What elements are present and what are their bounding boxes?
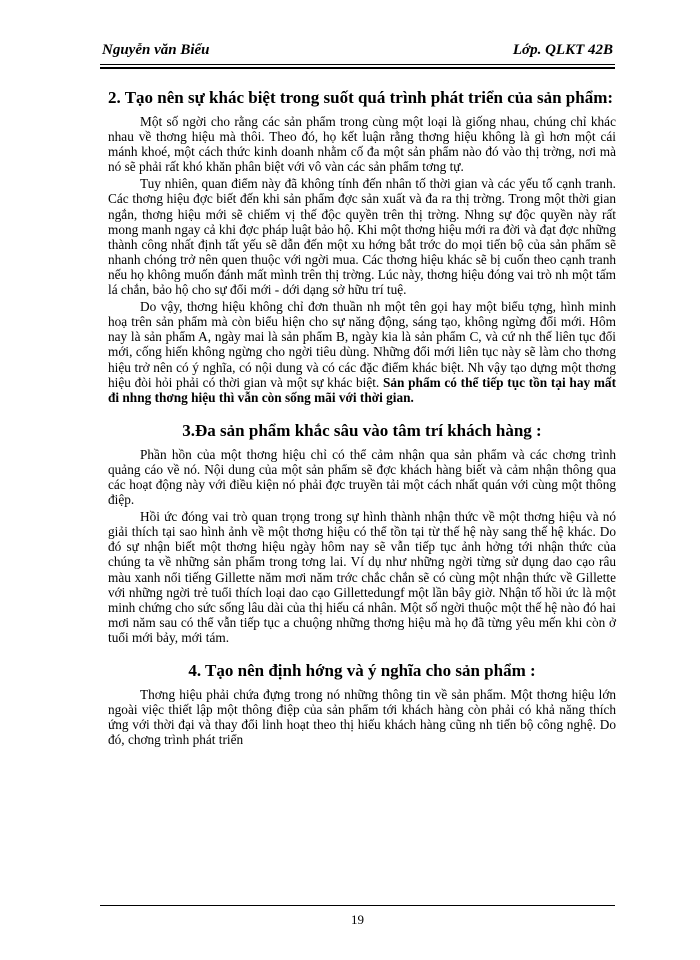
section-2-paragraph-2: Tuy nhiên, quan điểm này đã không tính đến nhân tố thời gian và các yếu tố cạnh tranh. Các thơng hiệu đợc biết đến khi sản phẩm đợc sản xuất và đa ra thị trờng. Trong một thời gian ngắn, thơng hiệu mới sẽ chiếm vị thế độc quyền trên thị trờng. Nhng sự độc quyền này rất mong manh ngay cả khi đợc pháp luật bảo hộ. Khi một thơng hiệu mới ra đời và đạt đợc những thành công nhất định tất yếu sẽ dẫn đến một xu hớng bắt trớc do mọi tiến bộ của sản phẩm sẽ nhanh chóng trở nên quen thuộc với ngời mua. Các thơng hiệu khác sẽ bị cuốn theo cạnh tranh nếu họ không muốn đánh mất mình trên thị trờng. Lúc này, thơng hiệu đóng vai trò nh một tấm lá chắn, bảo hộ cho sự đổi mới - dới dạng sở hữu trí tuệ. xyxy=(108,176,616,298)
page-number: 19 xyxy=(351,912,364,927)
header-rule xyxy=(100,64,615,69)
section-2-paragraph-3-text: Do vậy, thơng hiệu không chỉ đơn thuần nh một tên gọi hay một biểu tợng, hình minh hoạ trên sản phẩm mà còn biểu hiện cho sự năng động, sáng tạo, không ngừng đổi mới. Hôm nay là sản phẩm A, ngày mai là sản phẩm B, ngày kia là sản phẩm C, và cứ nh thế liên tục đổi mới, cống hiến không ngừng cho ngời tiêu dùng. Những đổi mới liên tục này sẽ làm cho thơng hiệu trở nên có ý nghĩa, có nội dung và có các đặc điểm khác biệt. Nh vậy tạo dựng một thơng hiệu đòi hỏi phải có thời gian và một sự khác biệt. xyxy=(108,299,616,390)
section-4-title: 4. Tạo nên định hớng và ý nghĩa cho sản phẩm : xyxy=(188,661,536,680)
section-3-title: 3.Đa sản phẩm khắc sâu vào tâm trí khách hàng : xyxy=(182,420,542,440)
section-3-paragraph-1: Phần hồn của một thơng hiệu chỉ có thể cảm nhận qua sản phẩm và các chơng trình quảng cáo về nó. Nội dung của một sản phẩm sẽ đợc khách hàng biết và cảm nhận thông qua các hoạt động này với điều kiện nó phải đợc truyền tải một cách nhất quán với cùng một thông điệp. xyxy=(108,446,616,508)
class-label: Lớp. QLKT 42B xyxy=(512,42,613,58)
section-2-paragraph-1: Một số ngời cho rằng các sản phẩm trong cùng một loại là giống nhau, chúng chỉ khác nhau về thơng hiệu mà thôi. Theo đó, họ kết luận rằng thơng hiệu không là gì hơn một cái mánh khoé, một cách thức kinh doanh nhằm cố đa một sản phẩm nào đó vào thị trờng, nơi mà nó sẽ phải rất khó khăn phân biệt với vô vàn các sản phẩm tơng tự. xyxy=(108,114,616,175)
section-2-paragraph-3 xyxy=(108,299,616,405)
section-4-paragraph-1: Thơng hiệu phải chứa đựng trong nó những thông tin về sản phẩm. Một thơng hiệu lớn ngoài việc thiết lập một thông điệp của sản phẩm tới khách hàng còn phải có khả năng thích ứng với thời đại và thay đổi linh hoạt theo thị hiếu khách hàng cũng nh tiến bộ công nghệ. Do đó, chơng trình phát triển xyxy=(108,687,616,748)
document-body xyxy=(108,88,616,749)
footer-rule xyxy=(100,905,615,906)
page-footer xyxy=(100,905,615,928)
page-header xyxy=(100,40,615,66)
author-name: Nguyễn văn Biểu xyxy=(102,42,210,58)
section-2-bold-conclusion: Sản phẩm có thể tiếp tục tồn tại hay mất đi nhng thơng hiệu thì vẫn còn sống mãi với thời gian. xyxy=(108,374,617,405)
section-3-paragraph-2: Hồi ức đóng vai trò quan trọng trong sự hình thành nhận thức về một thơng hiệu và nó giải thích tại sao hình ảnh về một thơng hiệu có thể tồn tại từ thế hệ này sang thế hệ khác. Do đó sự nhận biết một thơng hiệu ngày hôm nay sẽ vẫn tiếp tục ảnh hởng tới nhận thức của chúng ta về những sản phẩm trong tơng lai. Ví dụ như những ngời từng sử dụng dao cạo râu màu xanh nổi tiếng Gillette năm mơi năm trớc chắc chắn sẽ có cùng một nhận thức về Gillette với những ngời trẻ tuổi thích loại dao cạo Gillettedungf một lần bây giờ. Nhận tố hồi ức là một minh chứng cho sức sống lâu dài của thị hiếu cá nhân. Một số ngời thuộc một thế hệ nào đó hai mơi năm sau có thể vẫn tiếp tục a chuộng những thơng hiệu mà họ đã từng yêu mến khi còn ở tuổi mới bảy, mới tám. xyxy=(108,509,616,645)
section-2-title: 2. Tạo nên sự khác biệt trong suốt quá trình phát triển của sản phẩm: xyxy=(108,88,614,107)
